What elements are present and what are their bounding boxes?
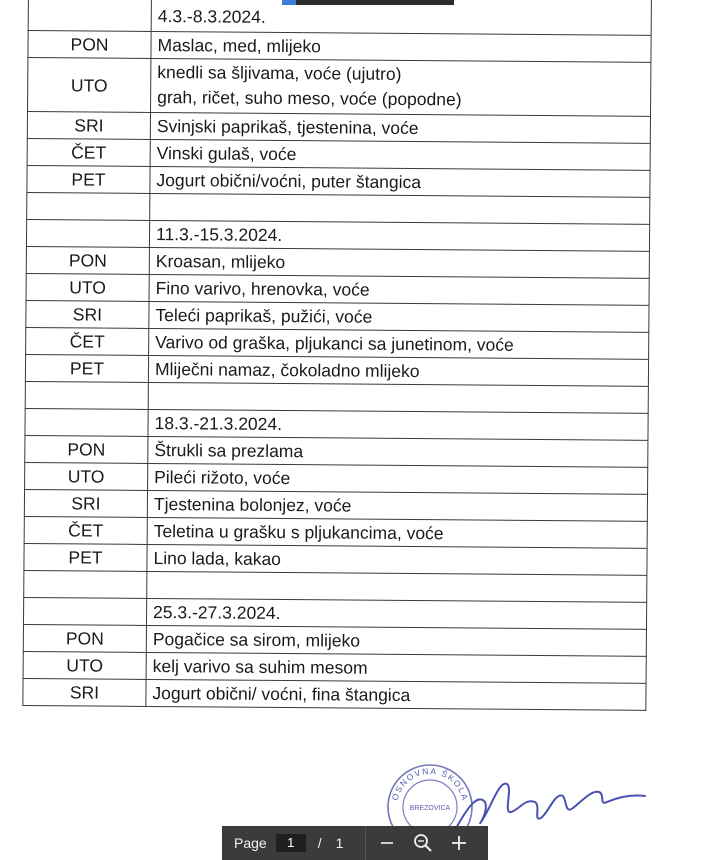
- day-label: UTO: [28, 58, 151, 113]
- meal-cell: [149, 274, 649, 305]
- meal-line: knedli sa šljivama, voće (ujutro): [157, 62, 402, 84]
- stamp-text: OSNOVNA ŠKOLA: [389, 765, 471, 803]
- meal-cell: [150, 166, 650, 197]
- day-label: PON: [25, 435, 148, 463]
- day-label: UTO: [25, 462, 148, 490]
- day-label: SRI: [23, 678, 146, 706]
- meal-line: kelj varivo sa suhim mesom: [152, 656, 368, 678]
- toolbar-divider: [365, 826, 366, 860]
- meal-line: Jogurt obični/voćni, puter štangica: [156, 170, 422, 193]
- day-label: SRI: [24, 489, 147, 517]
- total-pages: 1: [335, 835, 344, 851]
- meal-line: Štrukli sa prezlama: [154, 440, 304, 462]
- meal-cell: [151, 31, 651, 62]
- meal-line: Svinjski paprikaš, tjestenina, voće: [156, 116, 419, 139]
- day-label: ČET: [27, 138, 150, 166]
- blank-cell: [147, 571, 647, 602]
- day-label: PON: [28, 31, 151, 59]
- menu-row: [28, 58, 651, 117]
- stamp-inner-text: BREZOVICA: [409, 805, 451, 812]
- zoom-button[interactable]: [408, 828, 438, 858]
- meal-line: Pileći rižoto, voće: [154, 467, 291, 489]
- svg-text:OSNOVNA ŠKOLA: [390, 766, 471, 803]
- meal-line: Teleći paprikaš, pužići, voće: [155, 305, 373, 327]
- day-label: PON: [26, 246, 149, 274]
- meal-line: Varivo od graška, pljukanci sa junetinom, voće: [155, 332, 514, 355]
- week-range: 18.3.-21.3.2024.: [148, 409, 648, 440]
- day-label: ČET: [24, 516, 147, 544]
- zoom-in-button[interactable]: [444, 828, 474, 858]
- meal-cell: [150, 112, 650, 143]
- day-label: PET: [27, 165, 150, 193]
- page-label: Page: [234, 835, 267, 851]
- meal-cell: [146, 679, 646, 710]
- plus-icon: [450, 834, 468, 852]
- meal-line: grah, ričet, suho meso, voće (popodne): [157, 87, 462, 110]
- week-header-blank: [26, 219, 149, 247]
- page-number-input[interactable]: 1: [276, 834, 306, 852]
- zoom-out-button[interactable]: [372, 828, 402, 858]
- meal-cell: [147, 544, 647, 575]
- day-label: ČET: [26, 327, 149, 355]
- week-header-blank: [28, 0, 151, 31]
- meal-cell: [147, 517, 647, 548]
- meal-line: Lino lada, kakao: [153, 548, 282, 570]
- meal-cell: [148, 355, 648, 386]
- meal-cell: [148, 436, 648, 467]
- meal-line: Tjestenina bolonjez, voće: [153, 494, 352, 516]
- pdf-toolbar: [222, 826, 488, 860]
- meal-line: Teletina u grašku s pljukancima, voće: [153, 521, 444, 544]
- week-range: 11.3.-15.3.2024.: [149, 220, 649, 251]
- week-range: 4.3.-8.3.2024.: [151, 0, 651, 35]
- day-label: UTO: [26, 273, 149, 301]
- magnifier-icon: [413, 833, 433, 853]
- meal-cell: [149, 301, 649, 332]
- meal-line: Pogačice sa sirom, mlijeko: [152, 629, 361, 651]
- meal-cell: [149, 247, 649, 278]
- meal-cell: [150, 139, 650, 170]
- day-label: SRI: [27, 112, 150, 140]
- handwritten-signature: [455, 784, 645, 830]
- meal-line: Mliječni namaz, čokoladno mlijeko: [154, 359, 420, 382]
- page-separator: /: [317, 835, 322, 851]
- meal-cell: [151, 58, 651, 116]
- week-range: 25.3.-27.3.2024.: [146, 598, 646, 629]
- week-header-row: [28, 0, 651, 35]
- meal-line: Fino varivo, hrenovka, voće: [155, 278, 370, 300]
- day-label: PET: [25, 354, 148, 382]
- meal-line: Jogurt obični/ voćni, fina štangica: [152, 682, 411, 706]
- menu-sheet: [22, 0, 663, 711]
- blank-cell: [25, 381, 148, 409]
- menu-table: [22, 0, 652, 711]
- meal-cell: [147, 490, 647, 521]
- week-header-blank: [23, 597, 146, 625]
- meal-cell: [148, 463, 648, 494]
- menu-row: [23, 678, 646, 710]
- meal-line: Maslac, med, mlijeko: [157, 35, 322, 57]
- week-header-blank: [25, 408, 148, 436]
- day-label: UTO: [23, 651, 146, 679]
- meal-cell: [146, 652, 646, 683]
- day-label: SRI: [26, 300, 149, 328]
- meal-cell: [149, 328, 649, 359]
- day-label: PET: [24, 543, 147, 571]
- day-label: PON: [23, 624, 146, 652]
- meal-cell: [146, 625, 646, 656]
- blank-cell: [24, 570, 147, 598]
- blank-cell: [27, 192, 150, 220]
- meal-line: Vinski gulaš, voće: [156, 143, 297, 165]
- minus-icon: [379, 835, 395, 851]
- meal-line: Kroasan, mlijeko: [155, 251, 286, 273]
- blank-cell: [150, 193, 650, 224]
- blank-cell: [148, 382, 648, 413]
